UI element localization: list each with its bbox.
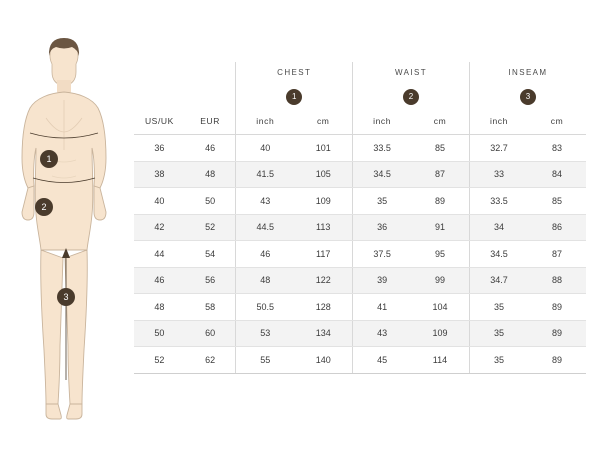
cell-inseam-cm: 89 bbox=[528, 347, 586, 374]
cell-chest-inch: 53 bbox=[236, 320, 294, 347]
figure-head bbox=[49, 38, 79, 86]
group-empty bbox=[134, 62, 185, 82]
col-header-inseam-inch: inch bbox=[469, 108, 528, 135]
figure-legs bbox=[41, 250, 88, 419]
cell-waist-cm: 87 bbox=[411, 161, 469, 188]
cell-eur: 62 bbox=[185, 347, 236, 374]
cell-chest-cm: 140 bbox=[294, 347, 352, 374]
inseam-marker: 3 bbox=[57, 288, 75, 306]
badge-waist-cell bbox=[353, 82, 470, 108]
group-badge-row bbox=[134, 82, 586, 108]
chest-badge-icon: 1 bbox=[286, 89, 302, 105]
cell-waist-cm: 114 bbox=[411, 347, 469, 374]
cell-eur: 60 bbox=[185, 320, 236, 347]
cell-waist-cm: 109 bbox=[411, 320, 469, 347]
waist-marker: 2 bbox=[35, 198, 53, 216]
cell-inseam-cm: 89 bbox=[528, 320, 586, 347]
col-header-eur: EUR bbox=[185, 108, 236, 135]
cell-inseam-cm: 88 bbox=[528, 267, 586, 294]
group-empty-2 bbox=[185, 62, 236, 82]
group-header-row bbox=[134, 62, 586, 82]
table-row bbox=[134, 214, 586, 241]
cell-chest-inch: 46 bbox=[236, 241, 294, 268]
column-header-row bbox=[134, 108, 586, 135]
cell-us-uk: 44 bbox=[134, 241, 185, 268]
cell-eur: 56 bbox=[185, 267, 236, 294]
cell-waist-cm: 89 bbox=[411, 188, 469, 215]
cell-us-uk: 46 bbox=[134, 267, 185, 294]
table-row bbox=[134, 161, 586, 188]
cell-us-uk: 42 bbox=[134, 214, 185, 241]
group-inseam: INSEAM bbox=[469, 62, 586, 82]
cell-waist-inch: 43 bbox=[353, 320, 411, 347]
cell-waist-cm: 99 bbox=[411, 267, 469, 294]
cell-waist-cm: 95 bbox=[411, 241, 469, 268]
col-header-us-uk: US/UK bbox=[134, 108, 185, 135]
col-header-chest-inch: inch bbox=[236, 108, 294, 135]
figure-torso bbox=[22, 80, 106, 250]
table-row bbox=[134, 320, 586, 347]
cell-inseam-inch: 34.7 bbox=[469, 267, 528, 294]
col-header-chest-cm: cm bbox=[294, 108, 352, 135]
cell-inseam-inch: 34.5 bbox=[469, 241, 528, 268]
cell-waist-inch: 35 bbox=[353, 188, 411, 215]
cell-chest-cm: 105 bbox=[294, 161, 352, 188]
table-row bbox=[134, 294, 586, 321]
badge-inseam-cell bbox=[469, 82, 586, 108]
cell-chest-inch: 41.5 bbox=[236, 161, 294, 188]
cell-chest-inch: 48 bbox=[236, 267, 294, 294]
chest-marker: 1 bbox=[40, 150, 58, 168]
cell-waist-cm: 85 bbox=[411, 135, 469, 162]
cell-inseam-inch: 34 bbox=[469, 214, 528, 241]
table-row bbox=[134, 135, 586, 162]
cell-chest-cm: 101 bbox=[294, 135, 352, 162]
size-table bbox=[134, 62, 586, 374]
cell-chest-cm: 117 bbox=[294, 241, 352, 268]
table-row bbox=[134, 241, 586, 268]
cell-waist-inch: 36 bbox=[353, 214, 411, 241]
group-chest: CHEST bbox=[236, 62, 353, 82]
cell-chest-inch: 40 bbox=[236, 135, 294, 162]
cell-inseam-cm: 85 bbox=[528, 188, 586, 215]
table-row bbox=[134, 188, 586, 215]
cell-inseam-cm: 87 bbox=[528, 241, 586, 268]
size-table-wrapper bbox=[134, 62, 586, 374]
cell-eur: 54 bbox=[185, 241, 236, 268]
cell-chest-inch: 44.5 bbox=[236, 214, 294, 241]
cell-chest-cm: 122 bbox=[294, 267, 352, 294]
cell-inseam-cm: 86 bbox=[528, 214, 586, 241]
cell-eur: 50 bbox=[185, 188, 236, 215]
cell-waist-inch: 37.5 bbox=[353, 241, 411, 268]
table-row bbox=[134, 267, 586, 294]
col-header-waist-inch: inch bbox=[353, 108, 411, 135]
cell-inseam-inch: 33 bbox=[469, 161, 528, 188]
cell-inseam-inch: 35 bbox=[469, 347, 528, 374]
cell-inseam-cm: 89 bbox=[528, 294, 586, 321]
cell-waist-cm: 91 bbox=[411, 214, 469, 241]
cell-chest-cm: 128 bbox=[294, 294, 352, 321]
col-header-inseam-cm: cm bbox=[528, 108, 586, 135]
cell-us-uk: 40 bbox=[134, 188, 185, 215]
cell-chest-cm: 109 bbox=[294, 188, 352, 215]
cell-waist-inch: 33.5 bbox=[353, 135, 411, 162]
col-header-waist-cm: cm bbox=[411, 108, 469, 135]
body-figure bbox=[0, 0, 140, 450]
cell-inseam-inch: 33.5 bbox=[469, 188, 528, 215]
cell-chest-inch: 43 bbox=[236, 188, 294, 215]
table-row bbox=[134, 347, 586, 374]
cell-inseam-inch: 35 bbox=[469, 320, 528, 347]
badge-chest-cell bbox=[236, 82, 353, 108]
cell-us-uk: 52 bbox=[134, 347, 185, 374]
cell-chest-inch: 55 bbox=[236, 347, 294, 374]
cell-chest-cm: 134 bbox=[294, 320, 352, 347]
cell-inseam-inch: 32.7 bbox=[469, 135, 528, 162]
cell-inseam-cm: 83 bbox=[528, 135, 586, 162]
cell-eur: 52 bbox=[185, 214, 236, 241]
cell-eur: 46 bbox=[185, 135, 236, 162]
cell-us-uk: 36 bbox=[134, 135, 185, 162]
badge-empty bbox=[134, 82, 185, 108]
inseam-badge-icon: 3 bbox=[520, 89, 536, 105]
cell-us-uk: 38 bbox=[134, 161, 185, 188]
cell-waist-inch: 34.5 bbox=[353, 161, 411, 188]
cell-waist-inch: 41 bbox=[353, 294, 411, 321]
cell-us-uk: 48 bbox=[134, 294, 185, 321]
cell-waist-inch: 45 bbox=[353, 347, 411, 374]
waist-badge-icon: 2 bbox=[403, 89, 419, 105]
badge-empty-2 bbox=[185, 82, 236, 108]
cell-inseam-cm: 84 bbox=[528, 161, 586, 188]
group-waist: WAIST bbox=[353, 62, 470, 82]
cell-waist-cm: 104 bbox=[411, 294, 469, 321]
cell-eur: 48 bbox=[185, 161, 236, 188]
cell-eur: 58 bbox=[185, 294, 236, 321]
cell-chest-inch: 50.5 bbox=[236, 294, 294, 321]
cell-chest-cm: 113 bbox=[294, 214, 352, 241]
cell-waist-inch: 39 bbox=[353, 267, 411, 294]
cell-inseam-inch: 35 bbox=[469, 294, 528, 321]
cell-us-uk: 50 bbox=[134, 320, 185, 347]
